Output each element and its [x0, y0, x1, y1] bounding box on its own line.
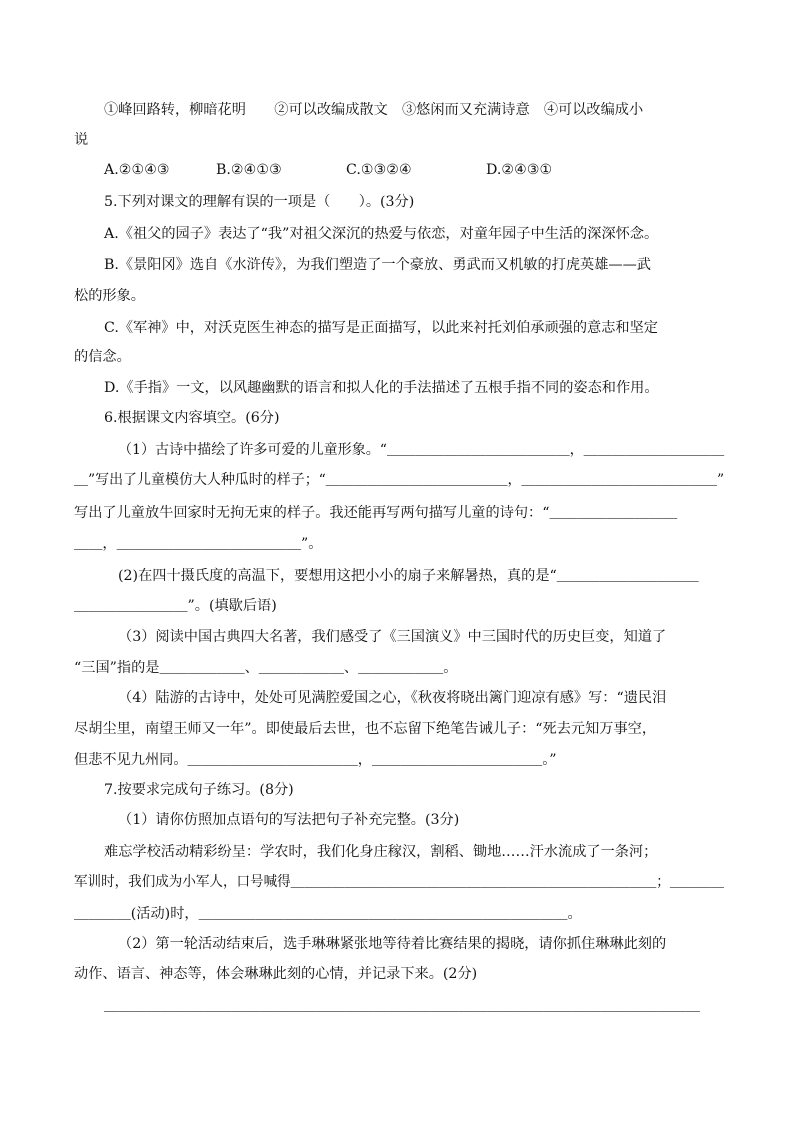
q6-part2-line2: ＿＿＿＿＿＿＿＿”。(填歇后语) — [74, 598, 277, 614]
q6-part2-line1: (2)在四十摄氏度的高温下，要想用这把小小的扇子来解暑热，真的是“＿＿＿＿＿＿＿＿＿＿ — [118, 568, 699, 584]
q6-part4-line3: 但悲不见九州同。＿＿＿＿＿＿＿＿＿＿＿＿，＿＿＿＿＿＿＿＿＿＿＿＿。” — [74, 752, 557, 768]
q5-option-d: D.《手指》一文，以风趣幽默的语言和拟人化的手法描述了五根手指不同的姿态和作用。 — [104, 380, 659, 396]
q6-part4-line1: （4）陆游的古诗中，处处可见满腔爱国之心，《秋夜将晓出篱门迎凉有感》写：“遗民泪 — [118, 690, 667, 706]
q4-options — [104, 160, 704, 180]
q6-part1-line2: ＿”写出了儿童模仿大人种瓜时的样子；“＿＿＿＿＿＿＿＿＿＿＿＿＿，＿＿＿＿＿＿＿＿＿＿＿＿＿＿” — [74, 472, 725, 488]
q4-option-c: C.①③②④ — [346, 162, 412, 178]
q6-part1-line3: 写出了儿童放牛回家时无拘无束的样子。我还能再写两句描写儿童的诗句：“＿＿＿＿＿＿＿＿＿ — [74, 505, 678, 521]
q4-items-line2: 说 — [74, 132, 89, 148]
q5-option-a: A.《祖父的园子》表达了“我”对祖父深沉的热爱与依恋，对童年园子中生活的深深怀念。 — [104, 226, 659, 242]
q4-option-b: B.②④①③ — [216, 162, 282, 178]
q4-option-a: A.②①④③ — [104, 162, 170, 178]
q4-items-line1: ①峰回路转，柳暗花明 ②可以改编成散文 ③悠闲而又充满诗意 ④可以改编成小 — [104, 102, 644, 118]
q6-stem: 6.根据课文内容填空。(6分) — [104, 410, 280, 426]
q5-option-c-line2: 的信念。 — [74, 349, 131, 365]
q7-part2-line1: （2）第一轮活动结束后，选手琳琳紧张地等待着比赛结果的揭晓，请你抓住琳琳此刻的 — [118, 936, 667, 952]
q5-stem: 5.下列对课文的理解有误的一项是（ ）。(3分) — [104, 194, 415, 210]
q6-part1-line1: （1）古诗中描绘了许多可爱的儿童形象。“＿＿＿＿＿＿＿＿＿＿＿＿＿，＿＿＿＿＿＿＿＿＿＿ — [118, 442, 725, 458]
q7-part1-stem: （1）请你仿照加点语句的写法把句子补充完整。(3分) — [118, 812, 460, 828]
q6-part3-line1: （3）阅读中国古典四大名著，我们感受了《三国演义》中三国时代的历史巨变，知道了 — [118, 629, 667, 645]
q7-part1-line3: ＿＿＿＿(活动)时，＿＿＿＿＿＿＿＿＿＿＿＿＿＿＿＿＿＿＿＿＿＿＿＿＿＿。 — [74, 906, 582, 922]
q7-answer-line: ＿＿＿＿＿＿＿＿＿＿＿＿＿＿＿＿＿＿＿＿＿＿＿＿＿＿＿＿＿＿＿＿＿＿＿＿＿＿＿＿＿＿ — [104, 998, 700, 1014]
q7-part2-line2: 动作、语言、神态等，体会琳琳此刻的心情，并记录下来。(2分) — [74, 966, 478, 982]
q7-stem: 7.按要求完成句子练习。(8分) — [104, 782, 294, 798]
q6-part3-line2: “三国”指的是＿＿＿＿＿＿、＿＿＿＿＿＿、＿＿＿＿＿＿。 — [74, 660, 458, 676]
q7-part1-line1: 难忘学校活动精彩纷呈：学农时，我们化身庄稼汉，割稻、锄地……汗水流成了一条河； — [104, 844, 658, 860]
q5-option-c-line1: C.《军神》中，对沃克医生神态的描写是正面描写，以此来衬托刘伯承顽强的意志和坚定 — [104, 320, 658, 336]
q5-option-b-line1: B.《景阳冈》选自《水浒传》，为我们塑造了一个豪放、勇武而又机敏的打虎英雄——武 — [104, 257, 651, 273]
q4-option-d: D.②④③① — [486, 162, 553, 178]
q6-part4-line2: 尽胡尘里，南望王师又一年”。即使最后去世，也不忘留下绝笔告诫儿子：“死去元知万事空， — [74, 721, 657, 737]
q5-option-b-line2: 松的形象。 — [74, 288, 145, 304]
q7-part1-line2: 军训时，我们成为小军人，口号喊得＿＿＿＿＿＿＿＿＿＿＿＿＿＿＿＿＿＿＿＿＿＿＿＿＿＿＿；＿＿＿＿ — [74, 874, 725, 890]
q6-part1-line4: ＿＿，＿＿＿＿＿＿＿＿＿＿＿＿＿”。 — [74, 536, 323, 552]
